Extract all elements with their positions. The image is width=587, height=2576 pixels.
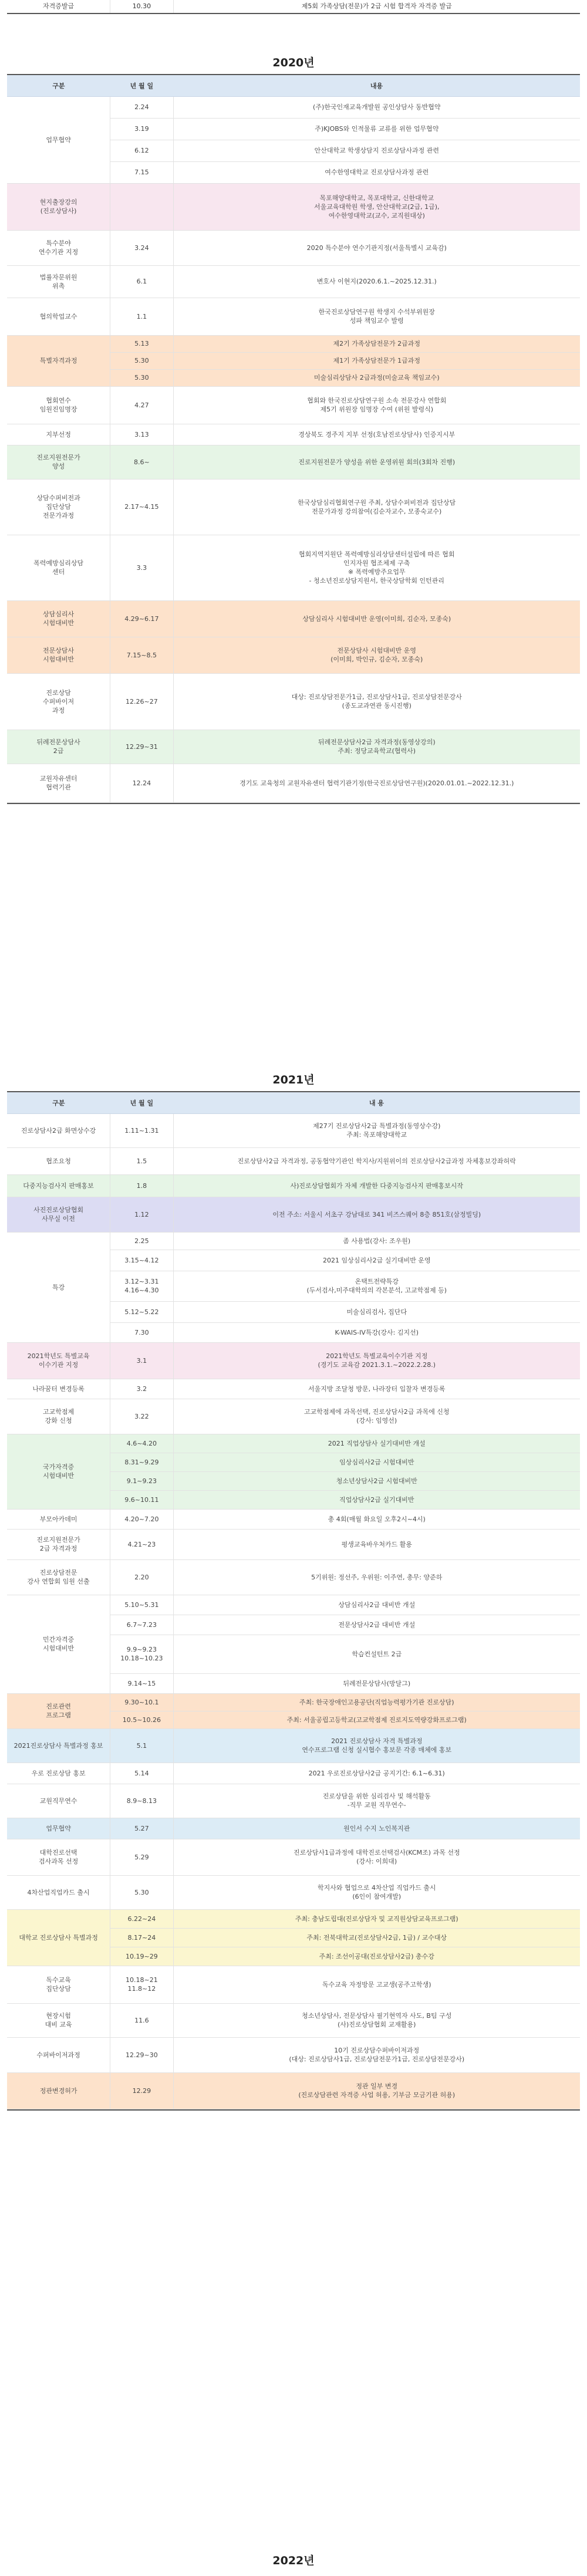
row-category: 특강 [7,1232,110,1342]
row-content: 주최: 전북대학교(진로상담사2급, 1급) / 교수대상 [173,1928,580,1947]
row-date: 5.27 [110,1818,173,1839]
row-date: 5.30 [110,1875,173,1909]
row-category: 다중지능검사지 판매홍보 [7,1174,110,1197]
row-date: 1.1 [110,298,173,335]
table-row [7,1434,580,1453]
row-date: 5.29 [110,1839,173,1875]
row-date: 5.30 [110,369,173,386]
row-content: 안산대학교 학생상담지 진로상담사과정 관련 [173,140,580,161]
row-date: 12.24 [110,764,173,802]
row-content: 주최: 조선이공대(진로상담사2급) 총수강 [173,1947,580,1966]
row-content: 변호사 이현지(2020.6.1.~2025.12.31.) [173,265,580,298]
row-category: 폭력예방심리상담 센터 [7,535,110,600]
table-row [7,386,580,424]
row-content: 목포해양대학교, 목포대학교, 신한대학교 서울교육대학원 학생, 안산대학교(2급, 1급), 여수한영대학교(교수, 교직원대상) [173,183,580,230]
table-row [7,1909,580,1928]
table-row [7,96,580,118]
row-date: 5.14 [110,1763,173,1784]
row-category: 교원자유센터 협력기관 [7,764,110,802]
table-row [7,1232,580,1250]
row-category: 뒤례전문상담사 2급 [7,730,110,764]
row-category: 2021진로상담사 특별과정 홍보 [7,1728,110,1763]
row-date: 6.22~24 [110,1909,173,1928]
table-row [7,1399,580,1434]
row-content: 미술심리상담사 2급과정(미술교육 책임교수) [173,369,580,386]
row-category: 특별자격과정 [7,335,110,386]
table-row [7,1595,580,1615]
row-content: 독수교육 자정방문 고교생(공주고학생) [173,1966,580,2003]
row-content: 상담심리사2급 대비반 개설 [173,1595,580,1615]
row-content: 좀 사용법(강사: 조우원) [173,1232,580,1250]
history-table-2021 [7,1091,580,2111]
row-content: K-WAIS-IV특강(강사: 김지선) [173,1322,580,1342]
header-category: 구분 [7,1092,110,1113]
row-date: 3.13 [110,424,173,445]
row-category: 현지출장강의 (진로상담사) [7,183,110,230]
row-category: 상담수퍼비전과 집단상담 전문가과정 [7,479,110,535]
table-row [7,2037,580,2072]
row-content: 2021 직업상담사 실기대비반 개설 [173,1434,580,1453]
row-content: 온택트전략특강 (두서검사,미주대학의의 각본분석, 고교학점제 등) [173,1271,580,1301]
header-category: 구분 [7,75,110,96]
row-date: 10.5~10.26 [110,1711,173,1728]
row-content: (주)한국인재교육개발원 공인상담사 동반협약 [173,96,580,118]
row-category: 협의학업교수 [7,298,110,335]
row-date: 12.29~31 [110,730,173,764]
row-date: 2.24 [110,96,173,118]
row-content: 경상북도 경주지 지부 선정(호남진로상담사) 인증지시부 [173,424,580,445]
fragment-category: 자격증발급 [7,0,110,13]
fragment-date: 10.30 [110,0,173,13]
row-date: 3.12~3.31 4.16~4.30 [110,1271,173,1301]
row-content: 경기도 교육청의 교원자유센터 협력기관기정(한국진로상담연구원)(2020.01.01.~2022.12.31.) [173,764,580,802]
row-category: 민간자격증 시험대비반 [7,1595,110,1693]
row-date: 4.27 [110,386,173,424]
row-content: 뒤례전문상담사(방달그) [173,1673,580,1693]
row-category: 2021학년도 특별교육 이수기관 지정 [7,1342,110,1379]
table-row [7,730,580,764]
row-content: 10기 진로상담수퍼바이저과정 (대상: 진로상담사1급, 진로상담전문가1급, 진로상담전문강사) [173,2037,580,2072]
row-date: 8.9~8.13 [110,1784,173,1818]
row-content: 청소년상담사, 전문상담사 필기현역자 사도, B팀 구성 (사)진로상담협회 교재활용) [173,2003,580,2037]
row-category: 대학교 진로상담사 특별과정 [7,1909,110,1966]
row-date: 10.18~21 11.8~12 [110,1966,173,2003]
row-category: 고교학점제 강화 신청 [7,1399,110,1434]
row-date: 5.10~5.31 [110,1595,173,1615]
fragment-content: 제5회 가족상담(전문)가 2급 시험 합격자 자격증 발급 [173,0,580,13]
row-category: 진로상담전문 강사 연합회 임원 선출 [7,1559,110,1595]
table-row [7,1784,580,1818]
row-category: 수퍼바이저과정 [7,2037,110,2072]
row-date: 12.29 [110,2072,173,2109]
row-category: 상담심리사 시험대비반 [7,600,110,637]
table-row [7,1342,580,1379]
table-row [7,265,580,298]
row-content: 제2기 가족상담전문가 2급과정 [173,335,580,352]
row-date: 5.13 [110,335,173,352]
table-row [7,1197,580,1232]
row-date: 11.6 [110,2003,173,2037]
table-row [7,637,580,673]
row-category: 업무협약 [7,96,110,183]
table-row [7,1147,580,1174]
row-category: 진로관련 프로그램 [7,1693,110,1728]
header-content: 내 용 [173,1092,580,1113]
row-date: 4.6~4.20 [110,1434,173,1453]
table-row [7,1174,580,1197]
row-content: 2021 우로진로상담사2급 공지기간: 6.1~6.31) [173,1763,580,1784]
table-row [7,1113,580,1147]
row-category: 부모아카데미 [7,1509,110,1529]
row-content: 학지사와 협업으로 4차산업 직업카드 출시 (6인이 참여개발) [173,1875,580,1909]
row-date: 5.12~5.22 [110,1301,173,1322]
row-category: 진로지원전문가 양성 [7,445,110,479]
row-date: 12.29~30 [110,2037,173,2072]
previous-year-fragment [7,0,580,14]
row-content: 진로상담을 위한 심리검사 및 해석활동 -직무 교원 직무연수- [173,1784,580,1818]
row-content: 상담심리사 시험대비반 운영(이미희, 김순자, 모종숙) [173,600,580,637]
header-content: 내용 [173,75,580,96]
row-date: 1.11~1.31 [110,1113,173,1147]
row-content: 진로상담사1급과정에 대학진로선택검사(KCM조) 과목 선정 (강사: 이희대) [173,1839,580,1875]
table-header [7,75,580,96]
row-date: 3.2 [110,1379,173,1399]
row-content: 주최: 충남도립대(진로상담자 및 교직원상담교육프로그램) [173,1909,580,1928]
row-content: 여수한영대학교 진로상담사과정 관련 [173,161,580,183]
row-date: 3.24 [110,230,173,265]
row-date: 7.15~8.5 [110,637,173,673]
row-date: 3.19 [110,118,173,140]
table-row [7,1529,580,1559]
table-row [7,298,580,335]
row-date: 8.6~ [110,445,173,479]
row-date: 4.21~23 [110,1529,173,1559]
row-category: 사진진로상담협회 사무실 이전 [7,1197,110,1232]
row-content: 제27기 진로상담사2급 특별과정(동영상수강) 주최: 목포해양대학교 [173,1113,580,1147]
row-date: 8.17~24 [110,1928,173,1947]
row-content: 주최: 서울공립고등학교(고교학점제 진로지도역량강화프로그램) [173,1711,580,1728]
row-content: 한국진로상담연구원 학생지 수석부위원장 성파 책임교수 발령 [173,298,580,335]
row-date: 2.20 [110,1559,173,1595]
row-category: 법률자문위원 위촉 [7,265,110,298]
table-row [7,230,580,265]
row-content: 전문상담사 시험대비반 운영 (이미희, 박인규, 김순자, 모종숙) [173,637,580,673]
row-category: 정관변경허가 [7,2072,110,2109]
row-content: 2021학년도 특별교육이수기관 지정 (경기도 교육감 2021.3.1.~2022.2.28.) [173,1342,580,1379]
row-content: 총 4회(매월 화요일 오후2시~4시) [173,1509,580,1529]
row-content: 고교학점제에 과목선택, 진로상담사2급 과목에 신청 (강사: 임영선) [173,1399,580,1434]
table-row [7,1693,580,1711]
row-content: 미술심리검사, 집단다 [173,1301,580,1322]
row-date: 9.1~9.23 [110,1471,173,1490]
row-content: 원인서 수지 노인복지관 [173,1818,580,1839]
row-category: 교원직무연수 [7,1784,110,1818]
table-row [7,445,580,479]
row-category: 우로 진로상담 홍보 [7,1763,110,1784]
header-date: 년 월 일 [110,1092,173,1113]
row-date: 9.6~10.11 [110,1490,173,1509]
row-content: 청소년상담사2급 시험대비반 [173,1471,580,1490]
row-content: 임상심리사2급 시험대비반 [173,1453,580,1471]
row-content: 평생교육바우처카드 활용 [173,1529,580,1559]
row-date: 6.12 [110,140,173,161]
row-content: 협회지역지원단 폭력예방심리상담센터설립에 따른 협회 인지자원 협조체제 구축 ※ 폭력예방주요업무 - 청소년진로상담지원서, 한국상담학회 인턴관리 [173,535,580,600]
table-row [7,183,580,230]
row-category: 특수분야 연수기관 지정 [7,230,110,265]
table-row [7,1763,580,1784]
row-content: 5기위원: 정선주, 우위원: 이주연, 총무: 양준하 [173,1559,580,1595]
row-date [110,183,173,230]
row-content: 주최: 한국장애인고용공단(직업능력평가기관 진로상담) [173,1693,580,1711]
row-date: 7.30 [110,1322,173,1342]
table-row [7,335,580,352]
row-content: 사)진로상담협회가 자체 개발한 다중지능검사지 판매홍보시작 [173,1174,580,1197]
row-content: 직업상담사2급 실기대비반 [173,1490,580,1509]
row-date: 9.9~9.23 10.18~10.23 [110,1635,173,1673]
table-row [7,1818,580,1839]
row-content: 대상: 진로상담전문가1급, 진로상담사1급, 진로상담전문강사 (종도교과연관 동시진행) [173,673,580,730]
row-date: 5.30 [110,352,173,369]
row-date: 1.5 [110,1147,173,1174]
row-content: 서울지방 조달청 방문, 나라장터 입찰자 변경등록 [173,1379,580,1399]
history-table-2020 [7,74,580,804]
table-row [7,1509,580,1529]
table-row [7,764,580,802]
table-row [7,1839,580,1875]
row-category: 업무협약 [7,1818,110,1839]
table-row [7,1728,580,1763]
table-row [7,2072,580,2109]
row-category: 협조요청 [7,1147,110,1174]
row-date: 7.15 [110,161,173,183]
row-category: 협회연수 임원진임명장 [7,386,110,424]
row-date: 1.8 [110,1174,173,1197]
row-date: 12.26~27 [110,673,173,730]
row-date: 4.20~7.20 [110,1509,173,1529]
row-date: 10.19~29 [110,1947,173,1966]
row-content: 한국상담심리협회연구원 주최, 상담수퍼비전과 집단상담 전문가과정 강의참여(김순자교수, 모종숙교수) [173,479,580,535]
row-category: 진로상담 수퍼바이저 과정 [7,673,110,730]
table-row [7,1379,580,1399]
row-date: 2.17~4.15 [110,479,173,535]
row-category: 독수교육 집단상담 [7,1966,110,2003]
row-content: 진로지원전문가 양성을 위한 운영위원 회의(3회차 진행) [173,445,580,479]
row-category: 나라꿈터 변경등록 [7,1379,110,1399]
row-date: 5.1 [110,1728,173,1763]
row-content: 진로상담사2급 자격과정, 공동협약기관인 학지사/지원위이의 진로상담사2급과정 자체홍보강좌허락 [173,1147,580,1174]
table-row [7,2003,580,2037]
row-content: 전문상담사2급 대비반 개설 [173,1615,580,1635]
row-date: 6.1 [110,265,173,298]
row-content: 2020 특수분야 연수기관지정(서울특별시 교육감) [173,230,580,265]
row-date: 3.1 [110,1342,173,1379]
header-date: 년 월 일 [110,75,173,96]
table-row [7,1559,580,1595]
row-date: 3.3 [110,535,173,600]
row-category: 4차산업직업카드 출시 [7,1875,110,1909]
row-content: 뒤례전문상담사2급 자격과정(동영상강의) 주최: 정당교육학교(협력사) [173,730,580,764]
row-date: 6.7~7.23 [110,1615,173,1635]
row-content: 2021 진로상담사 자격 특별과정 연수프로그램 신청 실시협수 홍보문 각종 매체에 홍보 [173,1728,580,1763]
table-header [7,1092,580,1113]
table-row [7,600,580,637]
table-row [7,479,580,535]
row-date: 2.25 [110,1232,173,1250]
row-content: 제1기 가족상담전문가 1급과정 [173,352,580,369]
table-row [7,673,580,730]
row-category: 진로지원전문가 2급 자격과정 [7,1529,110,1559]
table-row [7,1875,580,1909]
row-content: 학습컨설턴트 2급 [173,1635,580,1673]
row-category: 국가자격증 시험대비반 [7,1434,110,1509]
row-date: 3.22 [110,1399,173,1434]
row-category: 진로상담사2급 화면상수강 [7,1113,110,1147]
row-date: 9.14~15 [110,1673,173,1693]
row-date: 9.30~10.1 [110,1693,173,1711]
row-content: 주)KJOBS와 인적물류 교류를 위한 업무협약 [173,118,580,140]
row-category: 지부선정 [7,424,110,445]
table-row [7,535,580,600]
row-date: 4.29~6.17 [110,600,173,637]
row-date: 1.12 [110,1197,173,1232]
row-content: 협회와 한국진로상담연구원 소속 전문강사 연합회 제5기 위원장 임명장 수여 (위원 발령식) [173,386,580,424]
row-content: 이전 주소: 서울시 서초구 강남대로 341 비즈스퀘어 8층 851호(삼정빌딩) [173,1197,580,1232]
year-title-2021: 2021년 [272,1073,315,1086]
table-row [7,424,580,445]
table-row [7,1966,580,2003]
row-category: 대학진로선택 검사과목 선정 [7,1839,110,1875]
row-date: 3.15~4.12 [110,1250,173,1271]
row-content: 2021 임상심리사2급 실기대비반 운영 [173,1250,580,1271]
row-category: 전문상담사 시험대비반 [7,637,110,673]
year-title-2022: 2022년 [272,2554,315,2567]
year-title-2020: 2020년 [272,56,315,69]
row-content: 정관 일부 변경 (진로상담관련 자격증 사업 허용, 기부금 모금기관 허용) [173,2072,580,2109]
row-category: 현장시험 대비 교육 [7,2003,110,2037]
row-date: 8.31~9.29 [110,1453,173,1471]
